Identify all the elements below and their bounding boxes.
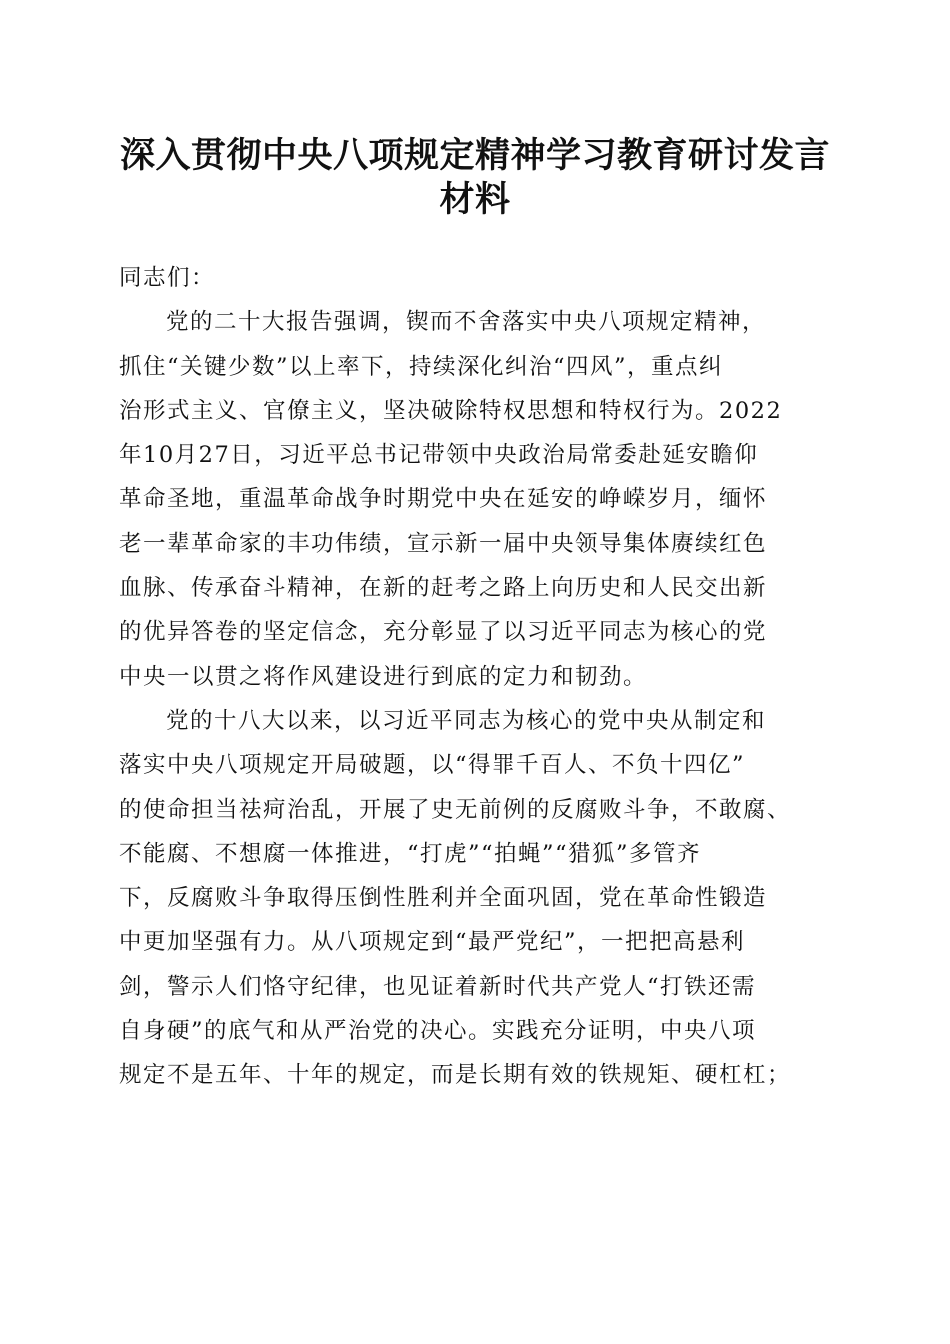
salutation: 同志们：: [119, 265, 216, 291]
paragraph-2-line-7: 剑，警示人们恪守纪律，也见证着新时代共产党人“打铁还需: [119, 973, 757, 1000]
paragraph-1-line-3: 治形式主义、官僚主义，坚决破除特权思想和特权行为。2022: [119, 397, 783, 424]
paragraph-1-line-8: 的优异答卷的坚定信念，充分彰显了以习近平同志为核心的党: [119, 619, 768, 646]
paragraph-1-line-1: 党的二十大报告强调，锲而不舍落实中央八项规定精神，: [166, 309, 767, 336]
paragraph-1-line-9: 中央一以贯之将作风建设进行到底的定力和韧劲。: [119, 663, 648, 690]
document-title: [110, 134, 840, 222]
title-line-2: 材料: [439, 179, 511, 220]
paragraph-1-line-7: 血脉、传承奋斗精神，在新的赶考之路上向历史和人民交出新: [119, 575, 768, 602]
paragraph-1-line-2: 抓住“关键少数”以上率下，持续深化纠治“四风”，重点纠: [119, 353, 724, 380]
paragraph-2-line-3: 的使命担当祛疴治乱，开展了史无前例的反腐败斗争，不敢腐、: [119, 796, 792, 823]
title-line-1: 深入贯彻中央八项规定精神学习教育研讨发言: [119, 135, 830, 176]
paragraph-2-line-4: 不能腐、不想腐一体推进，“打虎”“拍蝇”“猎狐”多管齐: [119, 840, 702, 867]
paragraph-2-line-9: 规定不是五年、十年的规定，而是长期有效的铁规矩、硬杠杠；: [119, 1062, 792, 1089]
paragraph-1-line-5: 革命圣地，重温革命战争时期党中央在延安的峥嵘岁月，缅怀: [119, 486, 768, 513]
paragraph-2-line-6: 中更加坚强有力。从八项规定到“最严党纪”，一把把高悬利: [119, 929, 746, 956]
paragraph-1-line-4: 年10月27日，习近平总书记带领中央政治局常委赴延安瞻仰: [119, 442, 759, 469]
document-body: [119, 256, 839, 1098]
paragraph-2-line-2: 落实中央八项规定开局破题，以“得罪千百人、不负十四亿”: [119, 752, 746, 779]
paragraph-2-line-5: 下，反腐败斗争取得压倒性胜利并全面巩固，党在革命性锻造: [119, 885, 768, 912]
paragraph-1-line-6: 老一辈革命家的丰功伟绩，宣示新一届中央领导集体赓续红色: [119, 530, 768, 557]
paragraph-2-line-1: 党的十八大以来，以习近平同志为核心的党中央从制定和: [166, 707, 767, 734]
paragraph-2-line-8: 自身硬”的底气和从严治党的决心。实践充分证明，中央八项: [119, 1018, 757, 1045]
